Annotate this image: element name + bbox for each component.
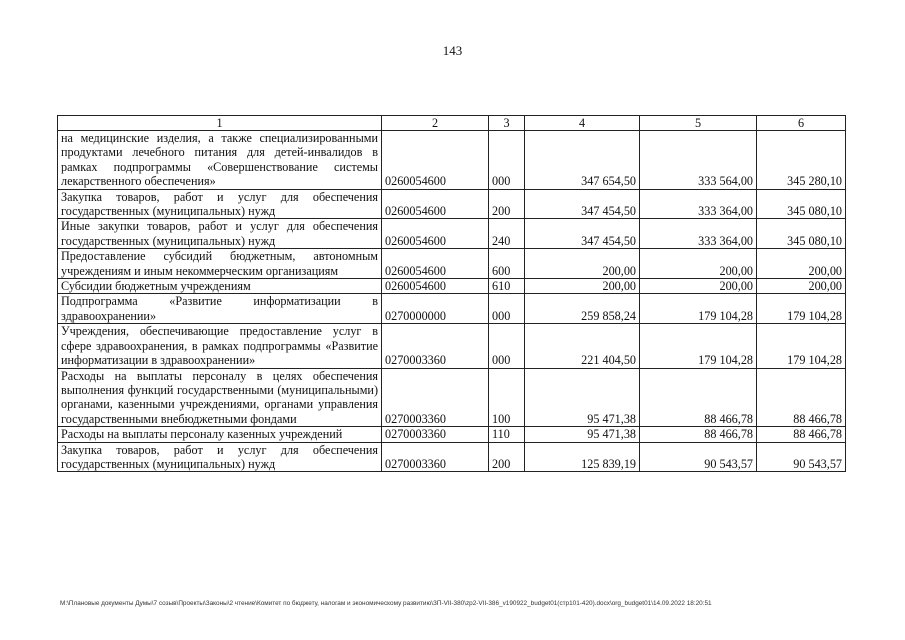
amount-col-5: 333 364,00	[640, 219, 757, 249]
row-description: Предоставление субсидий бюджетным, автономным учреждениям и иным некоммерческим организациям	[58, 249, 382, 279]
amount-col-6: 200,00	[757, 249, 846, 279]
row-description: Субсидии бюджетным учреждениям	[58, 279, 382, 294]
amount-col-5: 333 364,00	[640, 189, 757, 219]
amount-col-6: 345 080,10	[757, 219, 846, 249]
amount-col-4: 347 654,50	[525, 131, 640, 190]
amount-col-4: 347 454,50	[525, 219, 640, 249]
header-cell: 6	[757, 116, 846, 131]
amount-col-5: 200,00	[640, 279, 757, 294]
header-cell: 4	[525, 116, 640, 131]
amount-col-6: 345 280,10	[757, 131, 846, 190]
expense-type-code: 000	[489, 294, 525, 324]
table-row	[58, 279, 846, 294]
amount-col-5: 333 564,00	[640, 131, 757, 190]
amount-col-5: 179 104,28	[640, 324, 757, 368]
amount-col-4: 259 858,24	[525, 294, 640, 324]
target-code: 0270003360	[382, 324, 489, 368]
amount-col-4: 125 839,19	[525, 442, 640, 472]
target-code: 0270003360	[382, 368, 489, 427]
target-code: 0260054600	[382, 249, 489, 279]
amount-col-4: 95 471,38	[525, 368, 640, 427]
row-description: Иные закупки товаров, работ и услуг для обеспечения государственных (муниципальных) нужд	[58, 219, 382, 249]
document-path-footer: M:\Плановые документы Думы\7 созыв\Проекты\Законы\2 чтение\Комитет по бюджету, налогам и экономическому развитию\ЗП-VII-380\zp2-VII-386_v190922_budget01(стр101-420).docx\org_budget01\14.09.2022 18:20:51	[60, 600, 712, 607]
target-code: 0270000000	[382, 294, 489, 324]
amount-col-6: 88 466,78	[757, 368, 846, 427]
target-code: 0260054600	[382, 279, 489, 294]
table-row	[58, 324, 846, 368]
row-description: Расходы на выплаты персоналу казенных учреждений	[58, 427, 382, 442]
expense-type-code: 610	[489, 279, 525, 294]
expense-type-code: 600	[489, 249, 525, 279]
row-description: Закупка товаров, работ и услуг для обеспечения государственных (муниципальных) нужд	[58, 442, 382, 472]
amount-col-4: 95 471,38	[525, 427, 640, 442]
amount-col-4: 200,00	[525, 279, 640, 294]
table-row	[58, 442, 846, 472]
header-cell: 3	[489, 116, 525, 131]
amount-col-5: 179 104,28	[640, 294, 757, 324]
row-description: на медицинские изделия, а также специализированными продуктами лечебного питания для детей-инвалидов в рамках подпрограммы «Совершенствование системы лекарственного обеспечения»	[58, 131, 382, 190]
amount-col-6: 90 543,57	[757, 442, 846, 472]
target-code: 0270003360	[382, 442, 489, 472]
target-code: 0260054600	[382, 131, 489, 190]
table-row	[58, 131, 846, 190]
expense-type-code: 100	[489, 368, 525, 427]
amount-col-4: 221 404,50	[525, 324, 640, 368]
table-row	[58, 294, 846, 324]
amount-col-4: 200,00	[525, 249, 640, 279]
table-header-row	[58, 116, 846, 131]
row-description: Учреждения, обеспечивающие предоставление услуг в сфере здравоохранения, в рамках подпрограммы «Развитие информатизации в здравоохранении»	[58, 324, 382, 368]
page-number: 143	[442, 43, 463, 58]
target-code: 0260054600	[382, 189, 489, 219]
expense-type-code: 000	[489, 324, 525, 368]
table-row	[58, 427, 846, 442]
row-description: Подпрограмма «Развитие информатизации в здравоохранении»	[58, 294, 382, 324]
row-description: Расходы на выплаты персоналу в целях обеспечения выполнения функций государственными (муниципальными) органами, казенными учреждениями, органами управления государственными внебюджетными фондами	[58, 368, 382, 427]
amount-col-6: 88 466,78	[757, 427, 846, 442]
amount-col-5: 88 466,78	[640, 427, 757, 442]
expense-type-code: 110	[489, 427, 525, 442]
amount-col-5: 88 466,78	[640, 368, 757, 427]
amount-col-5: 200,00	[640, 249, 757, 279]
table-row	[58, 249, 846, 279]
table-row	[58, 368, 846, 427]
expense-type-code: 000	[489, 131, 525, 190]
amount-col-4: 347 454,50	[525, 189, 640, 219]
header-cell: 2	[382, 116, 489, 131]
target-code: 0260054600	[382, 219, 489, 249]
expense-type-code: 200	[489, 189, 525, 219]
amount-col-6: 200,00	[757, 279, 846, 294]
header-cell: 5	[640, 116, 757, 131]
budget-table	[57, 115, 846, 472]
amount-col-6: 179 104,28	[757, 324, 846, 368]
row-description: Закупка товаров, работ и услуг для обеспечения государственных (муниципальных) нужд	[58, 189, 382, 219]
amount-col-6: 179 104,28	[757, 294, 846, 324]
table-row	[58, 219, 846, 249]
expense-type-code: 240	[489, 219, 525, 249]
amount-col-6: 345 080,10	[757, 189, 846, 219]
expense-type-code: 200	[489, 442, 525, 472]
table-row	[58, 189, 846, 219]
target-code: 0270003360	[382, 427, 489, 442]
amount-col-5: 90 543,57	[640, 442, 757, 472]
header-cell: 1	[58, 116, 382, 131]
